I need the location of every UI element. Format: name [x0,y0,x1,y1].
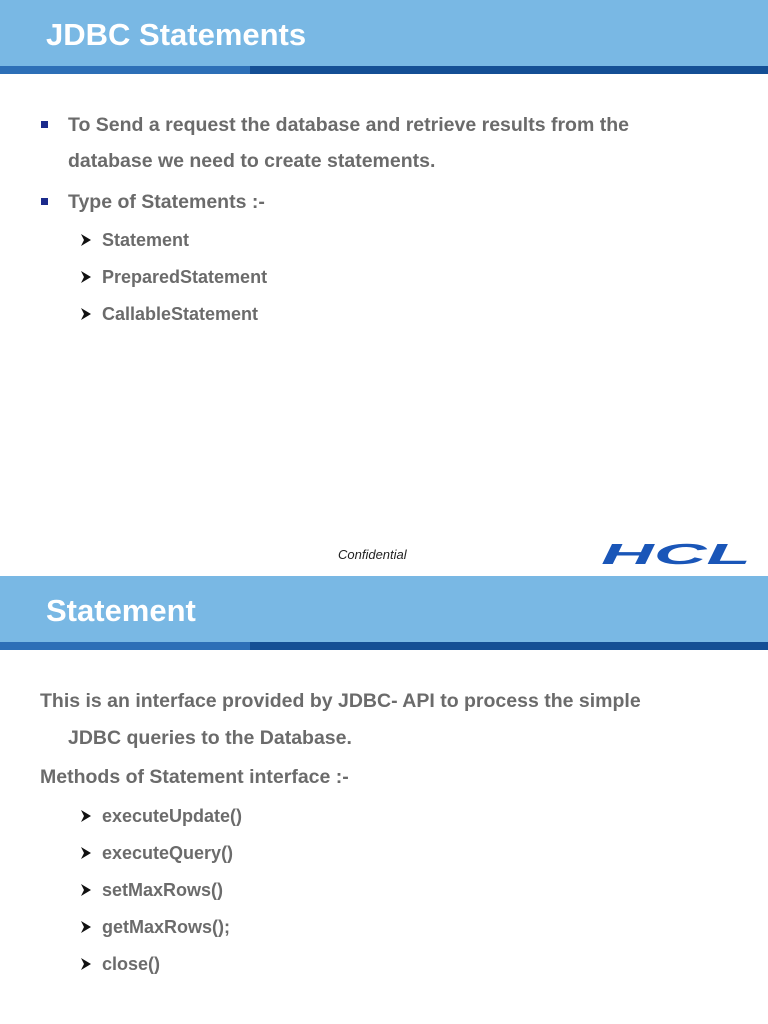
method-item: getMaxRows(); [102,917,231,937]
method-item: executeUpdate() [102,806,243,826]
sub-item: CallableStatement [102,304,259,324]
body-text: Methods of Statement interface :- [40,766,349,788]
body-text: This is an interface provided by JDBC- API to process the simple [40,690,641,712]
hcl-logo [598,542,754,566]
arrow-bullet-icon [80,270,92,284]
slide-statement [0,576,768,1024]
arrow-bullet-icon [80,846,92,860]
arrow-bullet-icon [80,920,92,934]
arrow-bullet-icon [80,307,92,321]
slide-title: JDBC Statements [46,17,307,52]
arrow-bullet-icon [80,809,92,823]
square-bullet-icon [41,121,48,128]
title-rule-accent [250,642,768,650]
sub-item: PreparedStatement [102,267,268,287]
method-item: close() [102,954,161,974]
body-text-continued: JDBC queries to the Database. [68,727,352,749]
svg-text:HCL: HCL [601,542,751,566]
arrow-bullet-icon [80,883,92,897]
arrow-bullet-icon [80,957,92,971]
bullet-text: To Send a request the database and retrieve results from the [68,114,629,136]
footer-confidential: Confidential [338,547,407,562]
square-bullet-icon [41,198,48,205]
method-item: setMaxRows() [102,880,224,900]
bullet-text: Type of Statements :- [68,191,265,213]
slide-title: Statement [46,593,196,628]
sub-item: Statement [102,230,190,250]
method-item: executeQuery() [102,843,234,863]
arrow-bullet-icon [80,233,92,247]
title-rule-accent [250,66,768,74]
bullet-text-continued: database we need to create statements. [68,150,436,172]
